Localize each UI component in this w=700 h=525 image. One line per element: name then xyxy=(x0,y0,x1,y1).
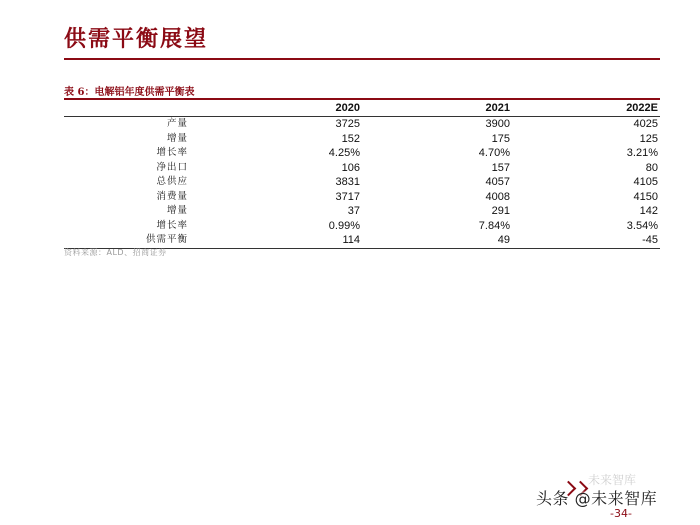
table-cell: 4.70% xyxy=(478,147,510,159)
table-row xyxy=(64,233,660,248)
header-cell xyxy=(64,100,214,117)
table-cell: 4057 xyxy=(485,176,510,188)
table-cell: 142 xyxy=(639,205,658,217)
row-label: 增长率 xyxy=(156,219,188,231)
table-row xyxy=(64,175,660,190)
row-label: 供需平衡 xyxy=(64,233,214,248)
table-cell: 4105 xyxy=(633,176,658,188)
table-row xyxy=(64,146,660,161)
table-cell: 4.25% xyxy=(328,147,360,159)
table-cell: 4008 xyxy=(485,190,510,203)
table-cell: 152 xyxy=(341,132,360,145)
table-cell: 291 xyxy=(491,205,510,217)
table-cell: 3717 xyxy=(335,190,360,203)
table-cell: 3.21% xyxy=(626,147,658,159)
table-cell: 3.54% xyxy=(626,219,658,232)
row-label: 总供应 xyxy=(156,176,188,187)
table-cell: 4025 xyxy=(633,118,658,130)
watermark-text: 未来智库 xyxy=(588,473,637,487)
table-cell: 106 xyxy=(341,161,360,174)
table-cell: 4150 xyxy=(633,190,658,203)
header-cell: 2021 xyxy=(362,100,512,117)
table-cell: 3900 xyxy=(485,118,510,130)
table-row xyxy=(64,161,660,176)
table-cell: 37 xyxy=(347,205,360,217)
table-cell: -45 xyxy=(512,233,660,248)
table-cell: 0.99% xyxy=(328,219,360,232)
table-row xyxy=(64,132,660,147)
table-cell: 7.84% xyxy=(478,219,510,232)
header-cell: 2020 xyxy=(214,100,362,117)
table-cell: 80 xyxy=(645,161,658,174)
table-row xyxy=(64,117,660,132)
table-row xyxy=(64,219,660,234)
table-cell: 3831 xyxy=(335,176,360,188)
toutiao-watermark: 头条 @未来智库 xyxy=(536,489,658,508)
table-cell: 114 xyxy=(214,233,362,248)
page-title: 供需平衡展望 xyxy=(64,26,209,52)
table-source-note: 资料来源：ALD、招商证券 xyxy=(64,248,167,257)
title-divider xyxy=(64,58,660,60)
row-label: 净出口 xyxy=(156,161,188,173)
row-label: 产量 xyxy=(166,118,188,129)
page-number: -34- xyxy=(610,507,632,520)
table-row xyxy=(64,190,660,205)
table-cell: 49 xyxy=(362,233,512,248)
table-cell: 175 xyxy=(491,132,510,145)
row-label: 增长率 xyxy=(156,147,188,158)
table-caption: 表 6：电解铝年度供需平衡表 xyxy=(64,87,195,98)
supply-demand-table xyxy=(64,100,660,249)
header-cell: 2022E xyxy=(512,100,660,117)
table-header-row xyxy=(64,100,660,117)
row-label: 增量 xyxy=(166,205,188,216)
row-label: 消费量 xyxy=(156,190,188,202)
table-cell: 125 xyxy=(639,132,658,145)
table-cell: 157 xyxy=(491,161,510,174)
row-label: 增量 xyxy=(166,132,188,144)
table-row xyxy=(64,204,660,219)
table-cell: 3725 xyxy=(335,118,360,130)
